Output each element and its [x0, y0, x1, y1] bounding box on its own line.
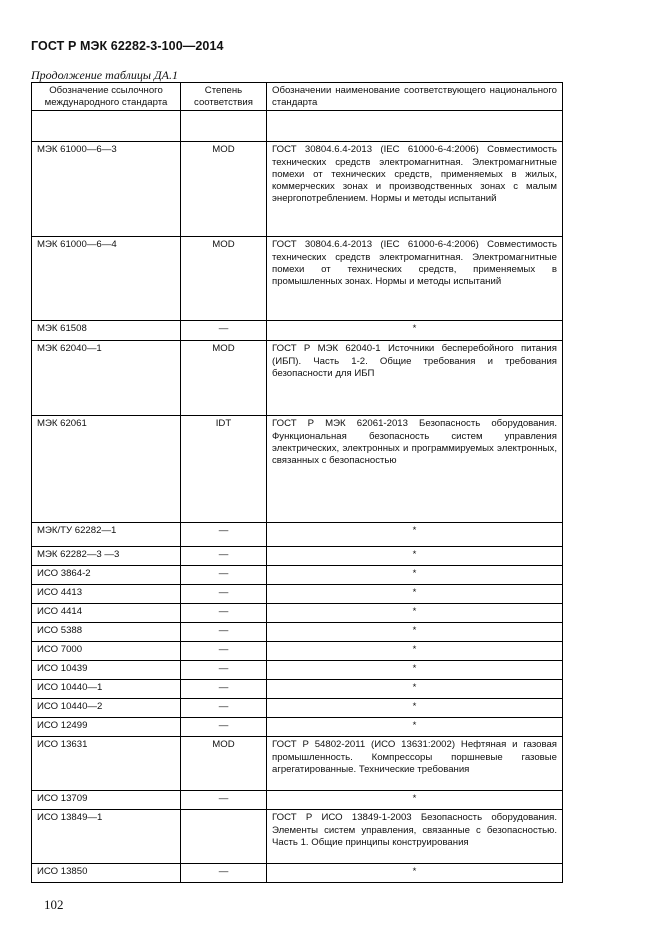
table-row — [32, 737, 563, 791]
national-standard-title: * — [267, 523, 563, 547]
national-standard-title: * — [267, 566, 563, 585]
conformity-degree: — — [181, 680, 267, 699]
standard-code: МЭК 62282—3 —3 — [32, 547, 181, 566]
standard-code: МЭК 62061 — [32, 416, 181, 523]
table-header-row — [32, 83, 563, 111]
conformity-degree: — — [181, 623, 267, 642]
national-standard-title: ГОСТ 30804.6.4-2013 (IEC 61000-6-4:2006) Совместимость технических средств электромагнитная. Электромагнитные помехи от технических средств, применяемых в промышленных зонах. Нормы и методы испытаний — [267, 237, 563, 321]
header-international-standard: Обозначение ссылочного международного стандарта — [32, 83, 181, 111]
conformity-degree: — — [181, 791, 267, 810]
standard-code: МЭК 62040—1 — [32, 341, 181, 416]
national-standard-title: * — [267, 604, 563, 623]
conformity-degree — [181, 810, 267, 864]
conformity-degree: — — [181, 661, 267, 680]
table-row — [32, 604, 563, 623]
conformity-degree: MOD — [181, 341, 267, 416]
standard-code: ИСО 12499 — [32, 718, 181, 737]
national-standard-title: * — [267, 864, 563, 883]
conformity-degree: MOD — [181, 142, 267, 237]
conformity-degree: — — [181, 699, 267, 718]
standard-code: ИСО 10439 — [32, 661, 181, 680]
table-row — [32, 566, 563, 585]
standard-code: ИСО 10440—1 — [32, 680, 181, 699]
table-row — [32, 718, 563, 737]
standard-code: ИСО 4413 — [32, 585, 181, 604]
header-degree-of-conformity: Степень соответствия — [181, 83, 267, 111]
conformity-degree: — — [181, 321, 267, 341]
national-standard-title: * — [267, 547, 563, 566]
conformity-degree: — — [181, 864, 267, 883]
national-standard-title: ГОСТ Р 54802-2011 (ИСО 13631:2002) Нефтяная и газовая промышленность. Компрессоры поршневые газовые агрегатированные. Технические требования — [267, 737, 563, 791]
table-row — [32, 585, 563, 604]
table-row — [32, 341, 563, 416]
standard-code: ИСО 13631 — [32, 737, 181, 791]
conformity-degree: — — [181, 642, 267, 661]
national-standard-title: * — [267, 585, 563, 604]
national-standard-title: ГОСТ Р МЭК 62040-1 Источники бесперебойного питания (ИБП). Часть 1-2. Общие требования и требования безопасности для ИБП — [267, 341, 563, 416]
table-row — [32, 791, 563, 810]
standard-code: МЭК 61000—6—3 — [32, 142, 181, 237]
table-row — [32, 142, 563, 237]
table-row — [32, 321, 563, 341]
spacer-row — [32, 111, 563, 142]
table-row — [32, 661, 563, 680]
national-standard-title: * — [267, 661, 563, 680]
table-row — [32, 699, 563, 718]
conformity-degree: IDT — [181, 416, 267, 523]
national-standard-title: * — [267, 791, 563, 810]
table-row — [32, 547, 563, 566]
conformity-degree: — — [181, 718, 267, 737]
conformity-degree: — — [181, 523, 267, 547]
conformity-degree: — — [181, 566, 267, 585]
table-row — [32, 237, 563, 321]
standards-table — [31, 82, 563, 883]
standard-code: ИСО 5388 — [32, 623, 181, 642]
standard-code: ИСО 13850 — [32, 864, 181, 883]
table-row — [32, 810, 563, 864]
conformity-degree: MOD — [181, 737, 267, 791]
standard-code: МЭК/ТУ 62282—1 — [32, 523, 181, 547]
table-row — [32, 680, 563, 699]
national-standard-title: * — [267, 699, 563, 718]
table-row — [32, 642, 563, 661]
table-row — [32, 416, 563, 523]
standard-code: ИСО 7000 — [32, 642, 181, 661]
document-title: ГОСТ Р МЭК 62282-3-100—2014 — [31, 39, 224, 53]
national-standard-title: * — [267, 642, 563, 661]
national-standard-title: ГОСТ 30804.6.4-2013 (IEC 61000-6-4:2006) Совместимость технических средств электромагнитная. Электромагнитные помехи от технических средств, применяемых в жилых, коммерческих зонах и производственных зонах с малым энергопотреблением. Нормы и методы испытаний — [267, 142, 563, 237]
conformity-degree: MOD — [181, 237, 267, 321]
standard-code: ИСО 3864-2 — [32, 566, 181, 585]
conformity-degree: — — [181, 547, 267, 566]
table-row — [32, 623, 563, 642]
conformity-degree: — — [181, 604, 267, 623]
standard-code: ИСО 13849—1 — [32, 810, 181, 864]
standard-code: ИСО 4414 — [32, 604, 181, 623]
page-number: 102 — [44, 897, 64, 912]
standard-code: МЭК 61000—6—4 — [32, 237, 181, 321]
standard-code: ИСО 10440—2 — [32, 699, 181, 718]
table-caption: Продолжение таблицы ДА.1 — [31, 68, 178, 82]
standard-code: МЭК 61508 — [32, 321, 181, 341]
national-standard-title: ГОСТ Р МЭК 62061-2013 Безопасность оборудования. Функциональная безопасность систем управления электрических, электронных и программируемых электронных, связанных с безопасностью — [267, 416, 563, 523]
national-standard-title: * — [267, 718, 563, 737]
standard-code: ИСО 13709 — [32, 791, 181, 810]
table-row — [32, 523, 563, 547]
table-row — [32, 864, 563, 883]
header-national-standard: Обозначении наименование соответствующего национального стандарта — [267, 83, 563, 111]
national-standard-title: * — [267, 680, 563, 699]
conformity-degree: — — [181, 585, 267, 604]
national-standard-title: * — [267, 623, 563, 642]
national-standard-title: ГОСТ Р ИСО 13849-1-2003 Безопасность оборудования. Элементы систем управления, связанные с безопасностью. Часть 1. Общие принципы конструирования — [267, 810, 563, 864]
national-standard-title: * — [267, 321, 563, 341]
